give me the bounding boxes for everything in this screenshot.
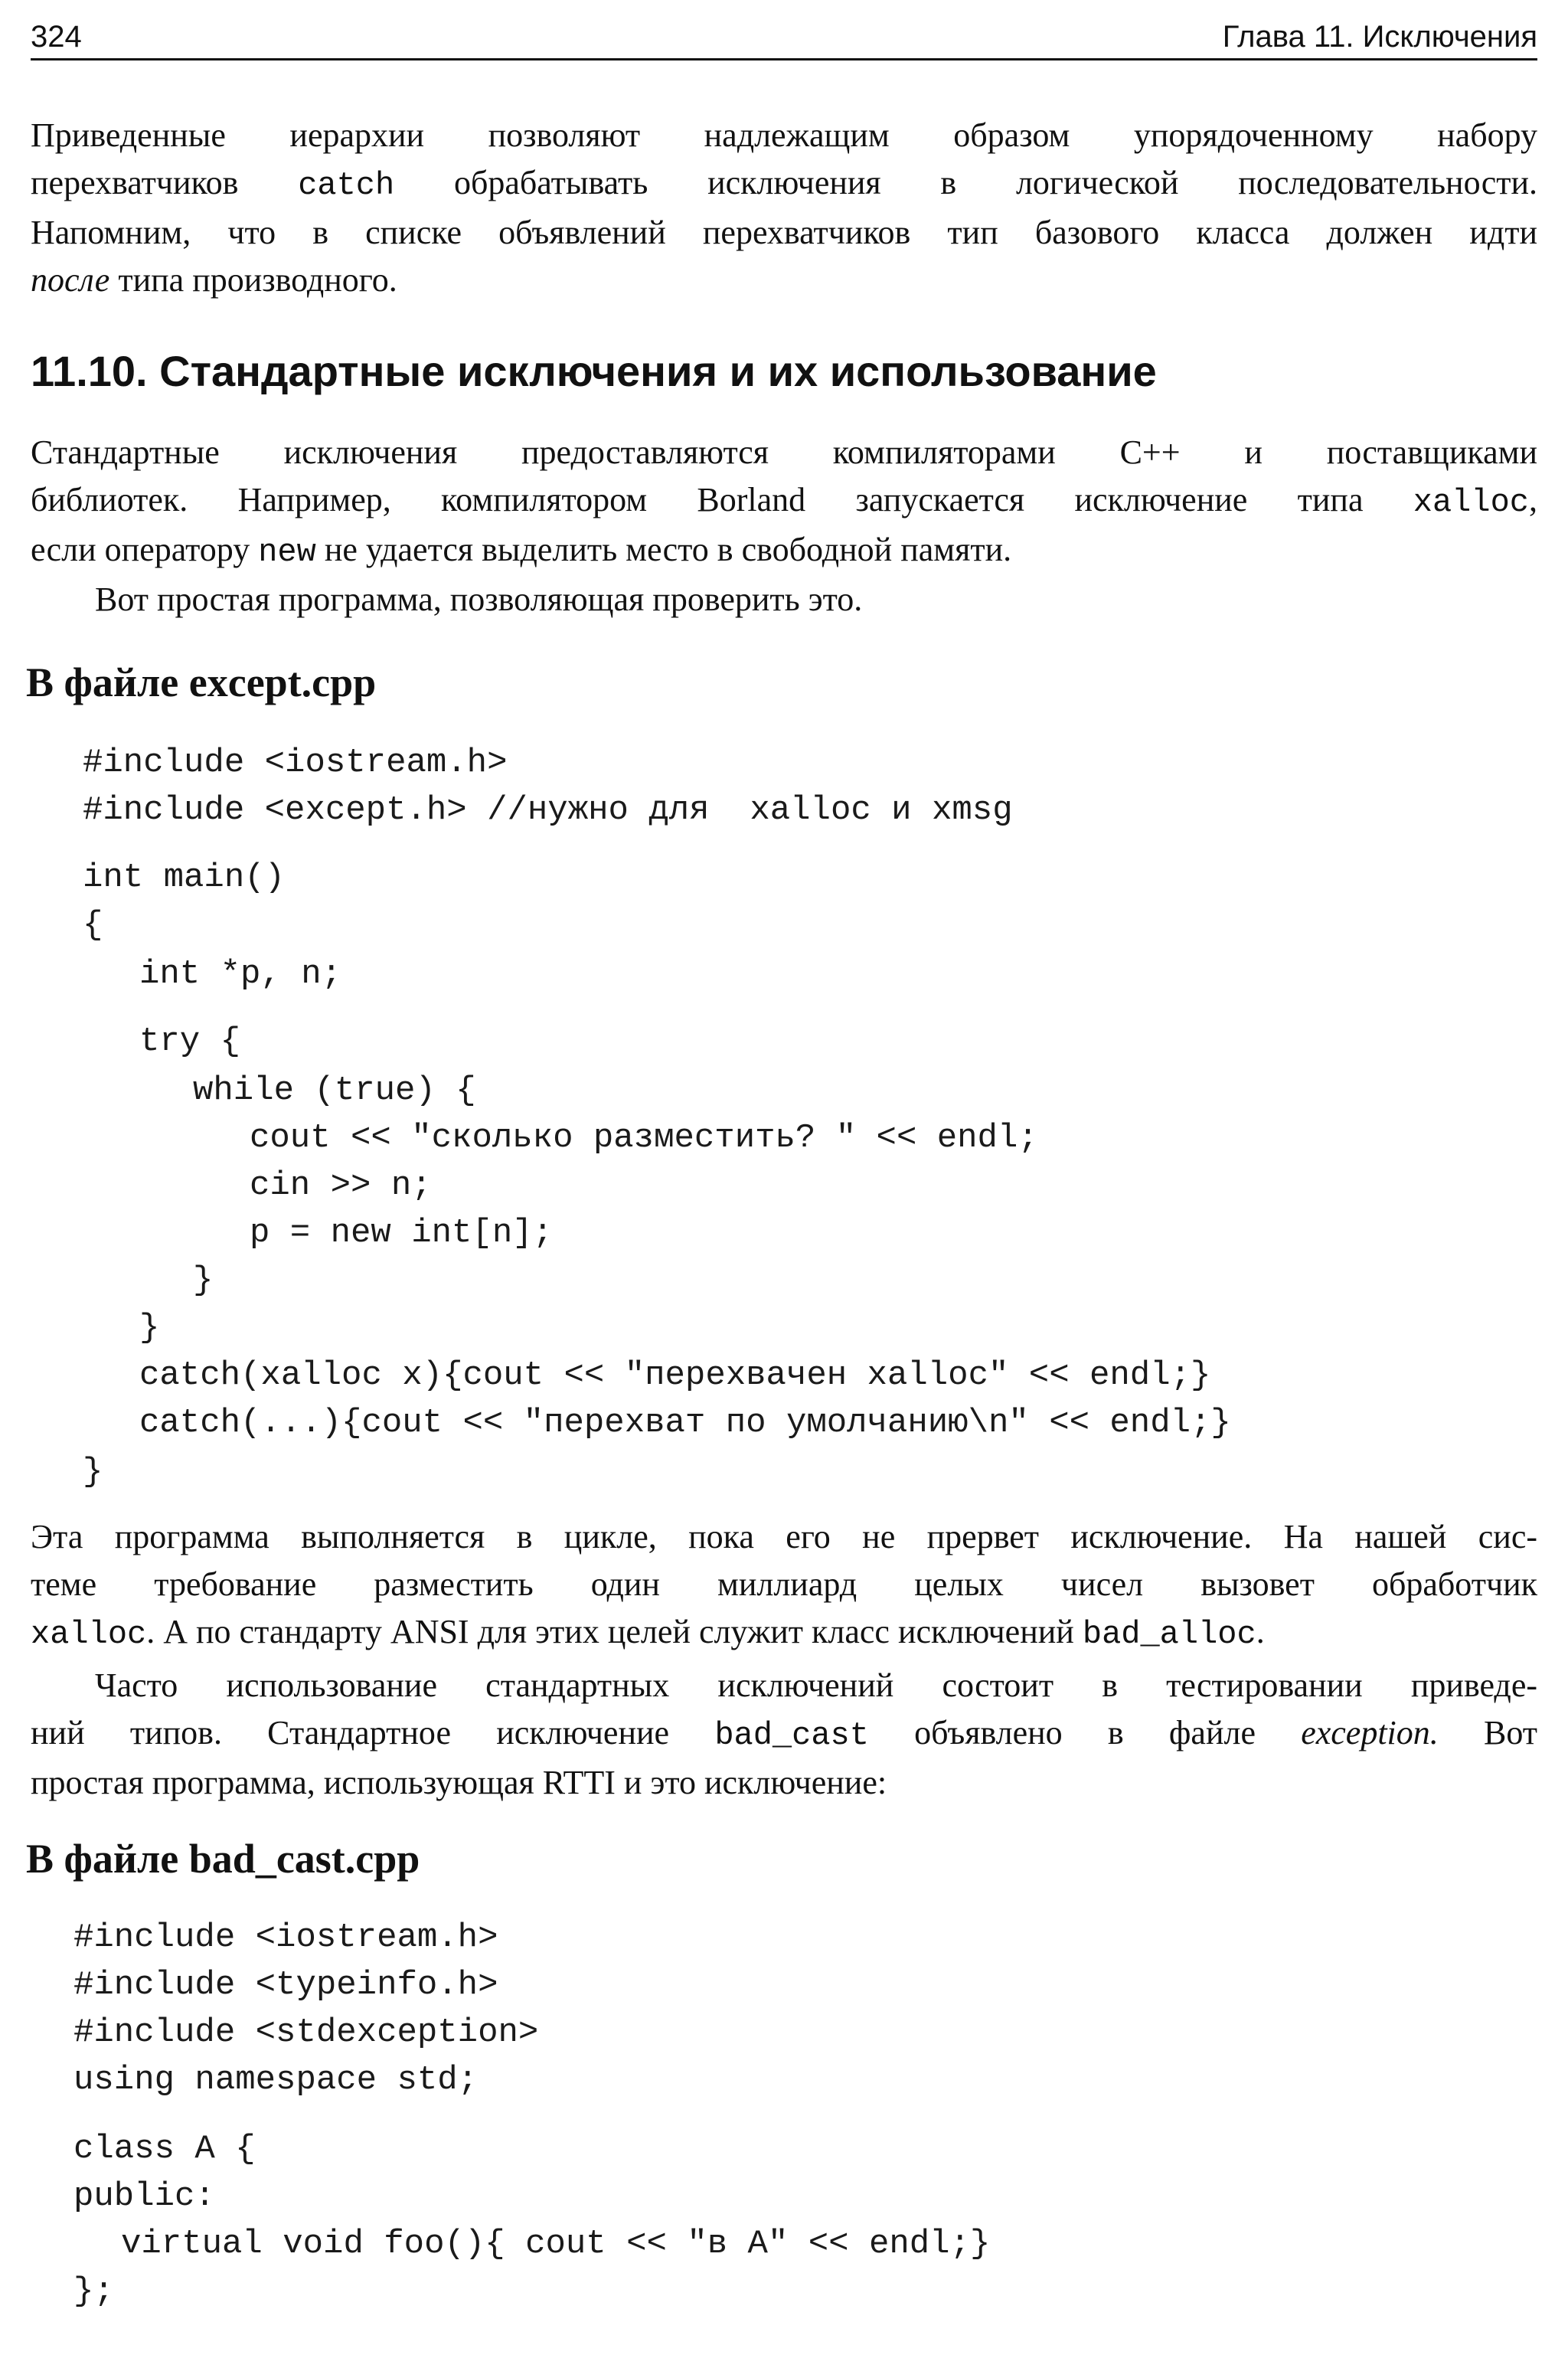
code-line: #include <typeinfo.h>	[74, 1966, 498, 2004]
italic-filename: exception.	[1301, 1714, 1439, 1751]
page-number: 324	[31, 20, 82, 54]
code-line: using namespace std;	[74, 2061, 479, 2099]
code-line: while (true) {	[193, 1071, 476, 1110]
code-line: class A {	[74, 2130, 256, 2168]
inline-code-bad-cast: bad_cast	[714, 1717, 869, 1754]
section-p1-line-1: Стандартные исключения предоставляются компиляторами C++ и поставщиками	[31, 433, 1537, 471]
after1-p2-line-1: Часто использование стандартных исключений состоит в тестировании приведе-	[95, 1666, 1537, 1704]
section-text: если оператору	[31, 531, 259, 568]
section-p1-line-3	[31, 526, 1537, 576]
code-line: catch(xalloc x){cout << "перехвачен xalloc" << endl;}	[139, 1356, 1211, 1395]
code-line: cout << "сколько разместить? " << endl;	[250, 1119, 1038, 1157]
code-line: int main()	[83, 859, 286, 897]
inline-code-xalloc: xalloc	[31, 1616, 147, 1653]
after1-line-3	[31, 1608, 1537, 1658]
inline-code-xalloc: xalloc	[1413, 484, 1529, 521]
section-text: ,	[1529, 481, 1537, 518]
intro-paragraph	[31, 112, 1537, 304]
after1-p2-line-3: простая программа, использующая RTTI и это исключение:	[31, 1764, 887, 1801]
code-line: #include <except.h> //нужно для xalloc и xmsg	[83, 791, 1013, 829]
code-line: public:	[74, 2177, 215, 2216]
code-line: };	[74, 2272, 114, 2311]
code-line: virtual void foo(){ cout << "в A" << endl;}	[121, 2225, 991, 2263]
section-paragraph-2: Вот простая программа, позволяющая проверить это.	[95, 581, 863, 618]
after-code-paragraph-2	[31, 1662, 1537, 1807]
after1-line-1: Эта программа выполняется в цикле, пока его не прервет исключение. На нашей сис-	[31, 1518, 1537, 1555]
chapter-title: Глава 11. Исключения	[1222, 20, 1537, 54]
section-p1-line-2	[31, 476, 1537, 526]
code-line: {	[83, 906, 103, 944]
inline-code-catch: catch	[298, 167, 395, 204]
intro-italic-word: после	[31, 261, 110, 299]
intro-text: типа производного.	[109, 261, 397, 299]
after1-text: .	[1256, 1613, 1265, 1650]
intro-line-1: Приведенные иерархии позволяют надлежащим образом упорядоченному набору	[31, 116, 1537, 154]
file-heading-bad-cast: В файле bad_cast.cpp	[26, 1836, 420, 1882]
inline-code-new: new	[258, 534, 316, 571]
intro-text: обрабатывать исключения в логической последовательности.	[394, 164, 1537, 201]
file-heading-except: В файле except.cpp	[26, 659, 377, 705]
code-line: }	[193, 1261, 214, 1300]
code-line: try {	[139, 1022, 241, 1061]
intro-line-4	[31, 257, 1537, 304]
section-heading: 11.10. Стандартные исключения и их использование	[31, 347, 1157, 395]
code-line: }	[139, 1309, 160, 1347]
section-text: не удается выделить место в свободной памяти.	[315, 531, 1012, 568]
code-line: catch(...){cout << "перехват по умолчанию\n" << endl;}	[139, 1404, 1231, 1442]
code-line: #include <stdexception>	[74, 2013, 539, 2052]
running-head	[31, 14, 1537, 61]
after-code-paragraph-1	[31, 1513, 1537, 1658]
code-line: int *p, n;	[139, 955, 342, 993]
intro-line-3: Напомним, что в списке объявлений перехватчиков тип базового класса должен идти	[31, 214, 1537, 251]
after1-line-2: теме требование разместить один миллиард целых чисел вызовет обработчик	[31, 1565, 1537, 1603]
after1-p2-line-2	[31, 1709, 1537, 1759]
after1-text: объявлено в файле	[868, 1714, 1302, 1751]
code-line: }	[83, 1453, 103, 1491]
inline-code-bad-alloc: bad_alloc	[1082, 1616, 1256, 1653]
section-text: библиотек. Например, компилятором Borland запускается исключение типа	[31, 481, 1413, 518]
code-line: p = new int[n];	[250, 1214, 554, 1252]
after1-text: Вот	[1438, 1714, 1537, 1751]
section-paragraph-1	[31, 429, 1537, 576]
code-line: cin >> n;	[250, 1166, 432, 1205]
code-line: #include <iostream.h>	[74, 1918, 498, 1957]
intro-text: перехватчиков	[31, 164, 299, 201]
intro-line-2	[31, 159, 1537, 209]
after1-text: . А по стандарту ANSI для этих целей служит класс исключений	[146, 1613, 1083, 1650]
after1-text: ний типов. Стандартное исключение	[31, 1714, 715, 1751]
code-line: #include <iostream.h>	[83, 744, 508, 782]
